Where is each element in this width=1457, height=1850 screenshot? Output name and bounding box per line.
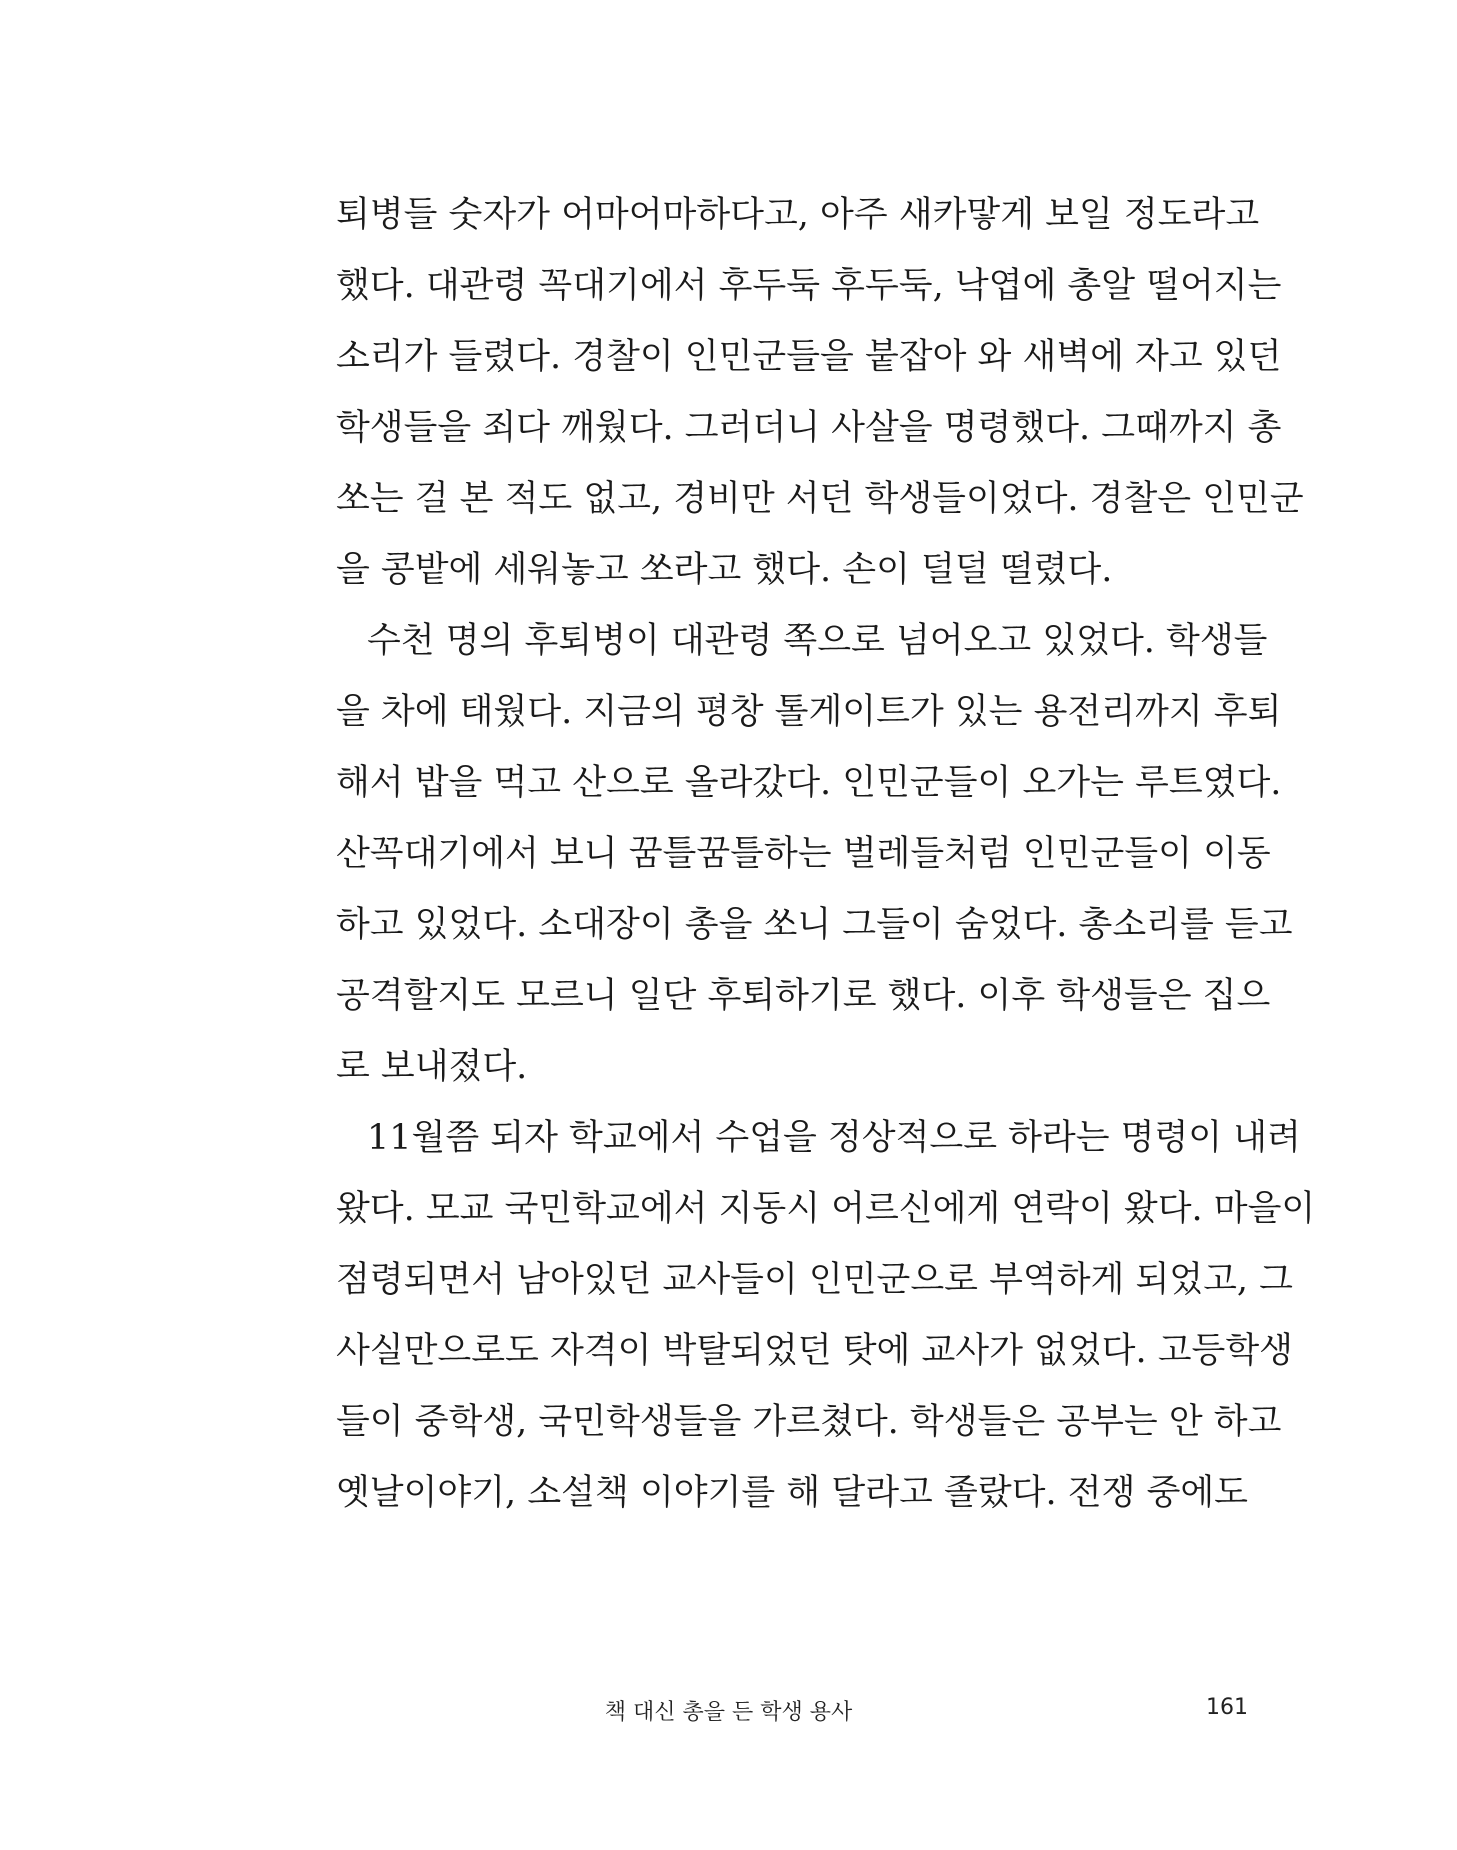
- text-line: 퇴병들 숫자가 어마어마하다고, 아주 새카맣게 보일 정도라고: [336, 195, 1260, 235]
- text-line: 학생들을 죄다 깨웠다. 그러더니 사살을 명령했다. 그때까지 총: [336, 408, 1282, 448]
- running-footer-title: 책 대신 총을 든 학생 용사: [604, 1700, 853, 1725]
- paragraph-1: [336, 180, 1304, 606]
- text-line: 해서 밥을 먹고 산으로 올라갔다. 인민군들이 오가는 루트였다.: [336, 763, 1282, 803]
- text-line: 소리가 들렸다. 경찰이 인민군들을 붙잡아 와 새벽에 자고 있던: [336, 337, 1282, 377]
- text-line: 점령되면서 남아있던 교사들이 인민군으로 부역하게 되었고, 그: [336, 1260, 1293, 1300]
- page-number: 161: [1206, 1695, 1248, 1720]
- paragraph-3: [336, 1103, 1316, 1529]
- text-line: 을 차에 태웠다. 지금의 평창 톨게이트가 있는 용전리까지 후퇴: [336, 692, 1282, 732]
- text-line: 들이 중학생, 국민학생들을 가르쳤다. 학생들은 공부는 안 하고: [336, 1402, 1282, 1442]
- text-line: 사실만으로도 자격이 박탈되었던 탓에 교사가 없었다. 고등학생: [336, 1331, 1293, 1371]
- text-line: 11월쯤 되자 학교에서 수업을 정상적으로 하라는 명령이 내려: [367, 1118, 1301, 1158]
- body-text: [336, 180, 1316, 1529]
- text-line: 옛날이야기, 소설책 이야기를 해 달라고 졸랐다. 전쟁 중에도: [336, 1473, 1248, 1513]
- text-line: 왔다. 모교 국민학교에서 지동시 어르신에게 연락이 왔다. 마을이: [336, 1189, 1316, 1229]
- text-line: 했다. 대관령 꼭대기에서 후두둑 후두둑, 낙엽에 총알 떨어지는: [336, 266, 1282, 306]
- text-line: 수천 명의 후퇴병이 대관령 쪽으로 넘어오고 있었다. 학생들: [367, 621, 1268, 661]
- text-line: 로 보내졌다.: [336, 1047, 528, 1087]
- text-line: 산꼭대기에서 보니 꿈틀꿈틀하는 벌레들처럼 인민군들이 이동: [336, 834, 1271, 874]
- text-line: 쏘는 걸 본 적도 없고, 경비만 서던 학생들이었다. 경찰은 인민군: [336, 479, 1304, 519]
- text-line: 을 콩밭에 세워놓고 쏘라고 했다. 손이 덜덜 떨렸다.: [336, 550, 1113, 590]
- text-line: 공격할지도 모르니 일단 후퇴하기로 했다. 이후 학생들은 집으: [336, 976, 1271, 1016]
- paragraph-2: [336, 606, 1293, 1103]
- text-line: 하고 있었다. 소대장이 총을 쏘니 그들이 숨었다. 총소리를 듣고: [336, 905, 1293, 945]
